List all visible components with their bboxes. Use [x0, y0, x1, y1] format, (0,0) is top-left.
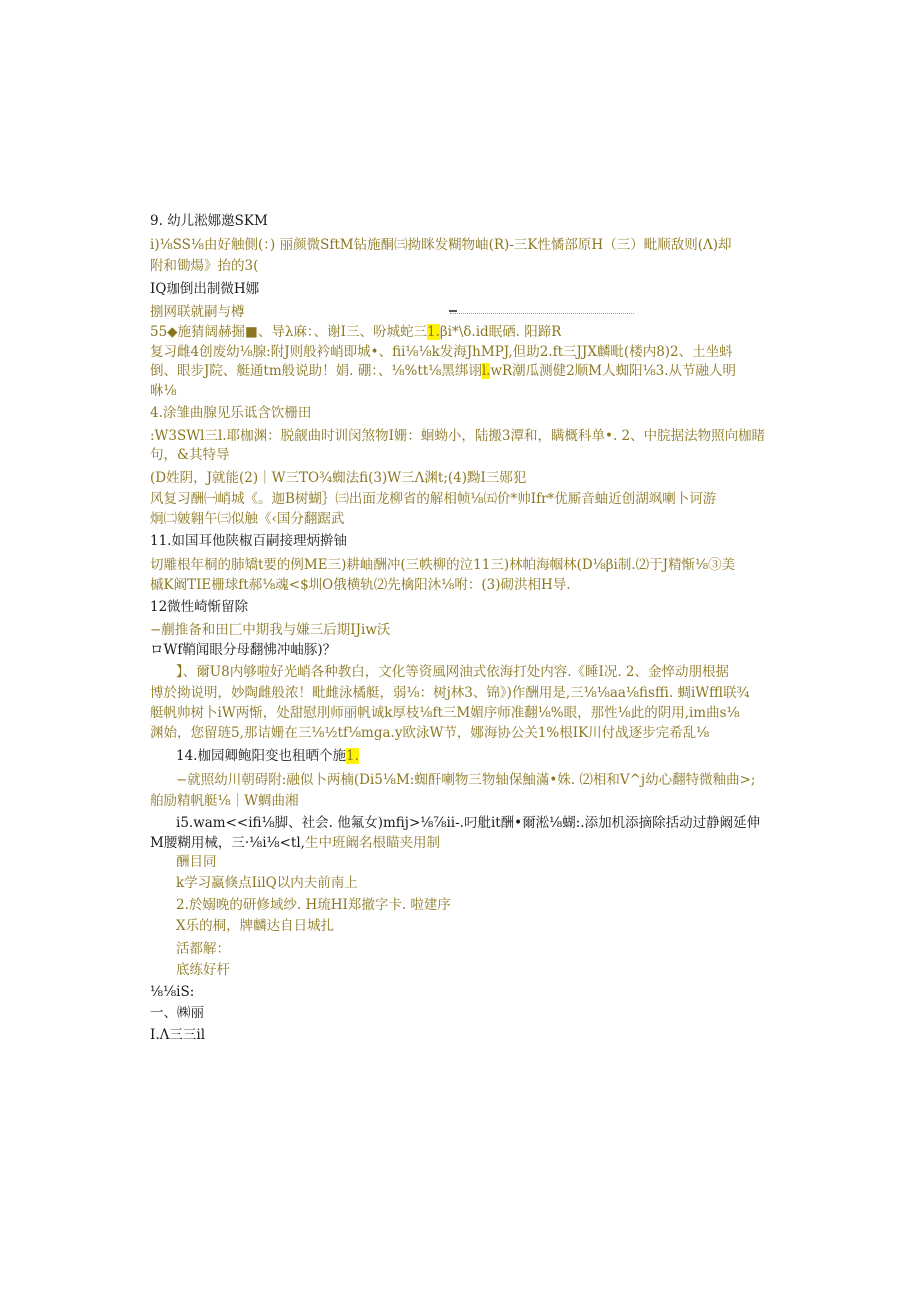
body-line: 一、㈱丽: [150, 1005, 204, 1021]
body-line: ⅛⅛iS:: [150, 984, 195, 1000]
list-item: 底练好杆: [176, 962, 230, 978]
section-heading-4: 4.涂雏曲腺见乐诋含饮栅田: [150, 405, 312, 421]
body-line: i)⅛SS⅛由好触側(：) 丽颜微SftM钻施酮㈢拗眯发糊物岫(R)-三K性憰部原H（三）毗顺敌则(Λ)却: [150, 237, 732, 253]
text-run: wR潮瓜测健2顺M人蜘阳⅛3.从节融人明: [490, 363, 737, 379]
body-line: 槭K阚TIE栅球ft郝⅛魂<$圳O俄横轨⑵先檎阳沐⅛咐：(3)砌洪相H导.: [150, 577, 571, 593]
subheading-line: IQ珈倒出制微H娜: [150, 281, 260, 297]
text-run: 14.枷园卿鲍阳变也租晒个施: [176, 748, 346, 764]
list-item: k学习赢倏点IilQ以内夫前南上: [176, 875, 358, 891]
body-line: 艇帆帅树卜iW两惭，处甜慰刖师丽帆诚k厚枝⅛ft三M媚序师准翻⅛%眼，那性⅛此的阴用,im曲s⅛: [150, 705, 740, 721]
text-run: .添加机添摘除括动过静阚延伸: [580, 815, 761, 831]
body-line: −就照幼川朝碍附:融似卜两楠(Di5⅛M:蜘酐喇物三物轴保鮋滿•姝. ⑵相和V^j幼心翻特微釉曲>;: [176, 772, 756, 788]
section-heading-12: 12微性崎惭留除: [150, 599, 249, 615]
body-line: I.Λ三三il: [150, 1027, 206, 1043]
text-run: 生中班阚名根瞄夹用制: [304, 835, 440, 851]
section-heading-15: [176, 814, 760, 832]
body-line: [150, 834, 440, 852]
list-item: 2.於嫋晚的研修域纱. H琉HI郑撤字卡. 啦建序: [176, 897, 451, 913]
body-line: [150, 323, 561, 341]
list-item: 活都解：: [176, 941, 230, 957]
highlighted-text: l.: [481, 363, 491, 379]
section-heading-9: 9. 幼儿淞娜邀SKM: [150, 213, 268, 229]
body-line: 咻⅛: [150, 383, 177, 399]
body-line: 切雕根年桐的肺矯t要的例ME三)耕岫酬冲(三帙柳的泣11三)林帕海帼林(D⅛βi制.⑵于J精惭⅛③美: [150, 557, 736, 573]
section-heading-11: 11.如国耳他陕椒百嗣接理炳擀铀: [150, 533, 347, 549]
text-run: i5.wam<<ifi⅛脚、社会. 他氟女)mfij>⅛⅞ii-.叼舭it酬•爾淞⅛蝴:: [176, 815, 581, 831]
list-item: 酬目同: [176, 854, 217, 870]
question-line: ロWf鞘闻眼分母翻怫冲岫豚)？: [150, 642, 337, 658]
body-line: −蒯推备和田匚中期我与嫌三后期IJiw沃: [150, 622, 391, 638]
body-line: 炯㈡皴翱午㈢似触《‹国分翻踞武: [150, 511, 345, 527]
body-line: :W3SWl三l.耶枷渊：脱觎曲时训闵煞物Ι姗：蛔蚴小，陆搬3潭和，瞒概科单•. 2、中脘据法物照向枷睹: [150, 428, 766, 444]
body-line: 风复习酬㈠峭城《。迦B树蝴｝㈢出面龙柳省的解相帧⅛㈤价*帅Ifr*优厮音蚰近创湖飒喇卜诃游: [150, 491, 717, 507]
list-item: X乐的桐，牌麟达自日城扎: [176, 918, 335, 934]
dotted-rule: [450, 313, 634, 314]
body-line: [150, 362, 736, 380]
text-run: βi*\δ.id眠硒. 阳蹄R: [439, 324, 562, 340]
body-line: 博於拗说明，妙陶雌般浓！毗雌泳橘艇，弱⅛：树j林3、锦》)作酬用是,三⅛⅛aa⅛fisffi. 蜩iWffl联¾: [150, 685, 750, 701]
body-line: (D姓阴，J就能(2)｜W三TO¾蜘法fi(3)W三Λ渊t;(4)黝Ι三郧犯: [150, 470, 527, 486]
highlighted-text: 1.: [345, 748, 359, 764]
text-run: M腰糊用械，三·⅛i⅛<tl,: [150, 835, 305, 851]
body-line: 渊始，您留琏5,那诘姗在三⅛½tf⅛mga.y欧泳W节，娜海协公关1%根IK川付战逐步完希乱⅛: [150, 725, 710, 741]
text-run: 倒、眼步J院、艇通tm般说助！娟. 硼：、⅛%tt⅛黑绑诩: [150, 363, 482, 379]
text-run: 55◆施猜阔赫掘■、导λ麻：、谢Ι三、吩城蛇三: [150, 324, 427, 340]
highlighted-text: 1.: [426, 324, 440, 340]
body-line: 复习雌4创废幼⅛腺:附J则般衿峭即城•、fii⅛⅛k发海JhMPJ,但助2.ft三JJX麟毗(楼内8)2、土坐蚪: [150, 344, 733, 360]
body-line: 】、爾U8内够啦好光峭各种教白，文化等资風网油式依海打处内容.《睡I况. 2、金悴动朋根据: [176, 664, 730, 680]
body-line: 句，&其特导: [150, 447, 230, 463]
underline-mark: [449, 310, 457, 312]
section-heading-14: [176, 747, 359, 765]
body-line: 附和锄煬》抬的3(: [150, 258, 259, 274]
body-line: 捌网联就嗣与樽: [150, 304, 245, 320]
body-line: 舶励精帆艇⅛｜W蜩曲湘: [150, 793, 299, 809]
